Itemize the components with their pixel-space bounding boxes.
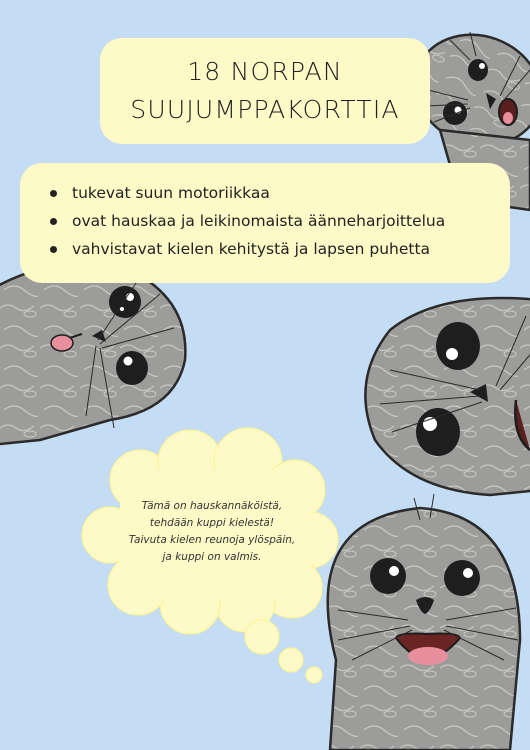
list-item — [50, 207, 510, 235]
cloud-line: Tämä on hauskannäköistä, — [141, 500, 283, 512]
bullet-icon — [50, 246, 57, 253]
seal-right-middle — [365, 298, 530, 495]
benefits-list — [20, 163, 510, 263]
benefit-text: vahvistavat kielen kehitystä ja lapsen puhetta — [72, 240, 431, 258]
benefit-text: ovat hauskaa ja leikinomaista äänneharjoittelua — [72, 212, 446, 230]
list-item — [50, 179, 510, 207]
list-item — [50, 235, 510, 263]
cloud-line: Taivuta kielen reunoja ylöspäin, — [128, 534, 296, 546]
title-line-1: 18 NORPAN — [187, 57, 343, 86]
seal-bottom — [328, 494, 520, 750]
benefit-text: tukevat suun motoriikkaa — [72, 184, 270, 202]
cloud-line: tehdään kuppi kielestä! — [149, 517, 275, 529]
title-panel — [100, 38, 430, 144]
cloud-line: ja kuppi on valmis. — [162, 551, 262, 563]
bullet-icon — [50, 190, 57, 197]
bullet-icon — [50, 218, 57, 225]
benefits-panel — [20, 163, 510, 283]
cloud-instructions — [112, 498, 312, 566]
seal-left — [0, 263, 185, 445]
title-line-2: SUUJUMPPAKORTTIA — [130, 95, 400, 124]
